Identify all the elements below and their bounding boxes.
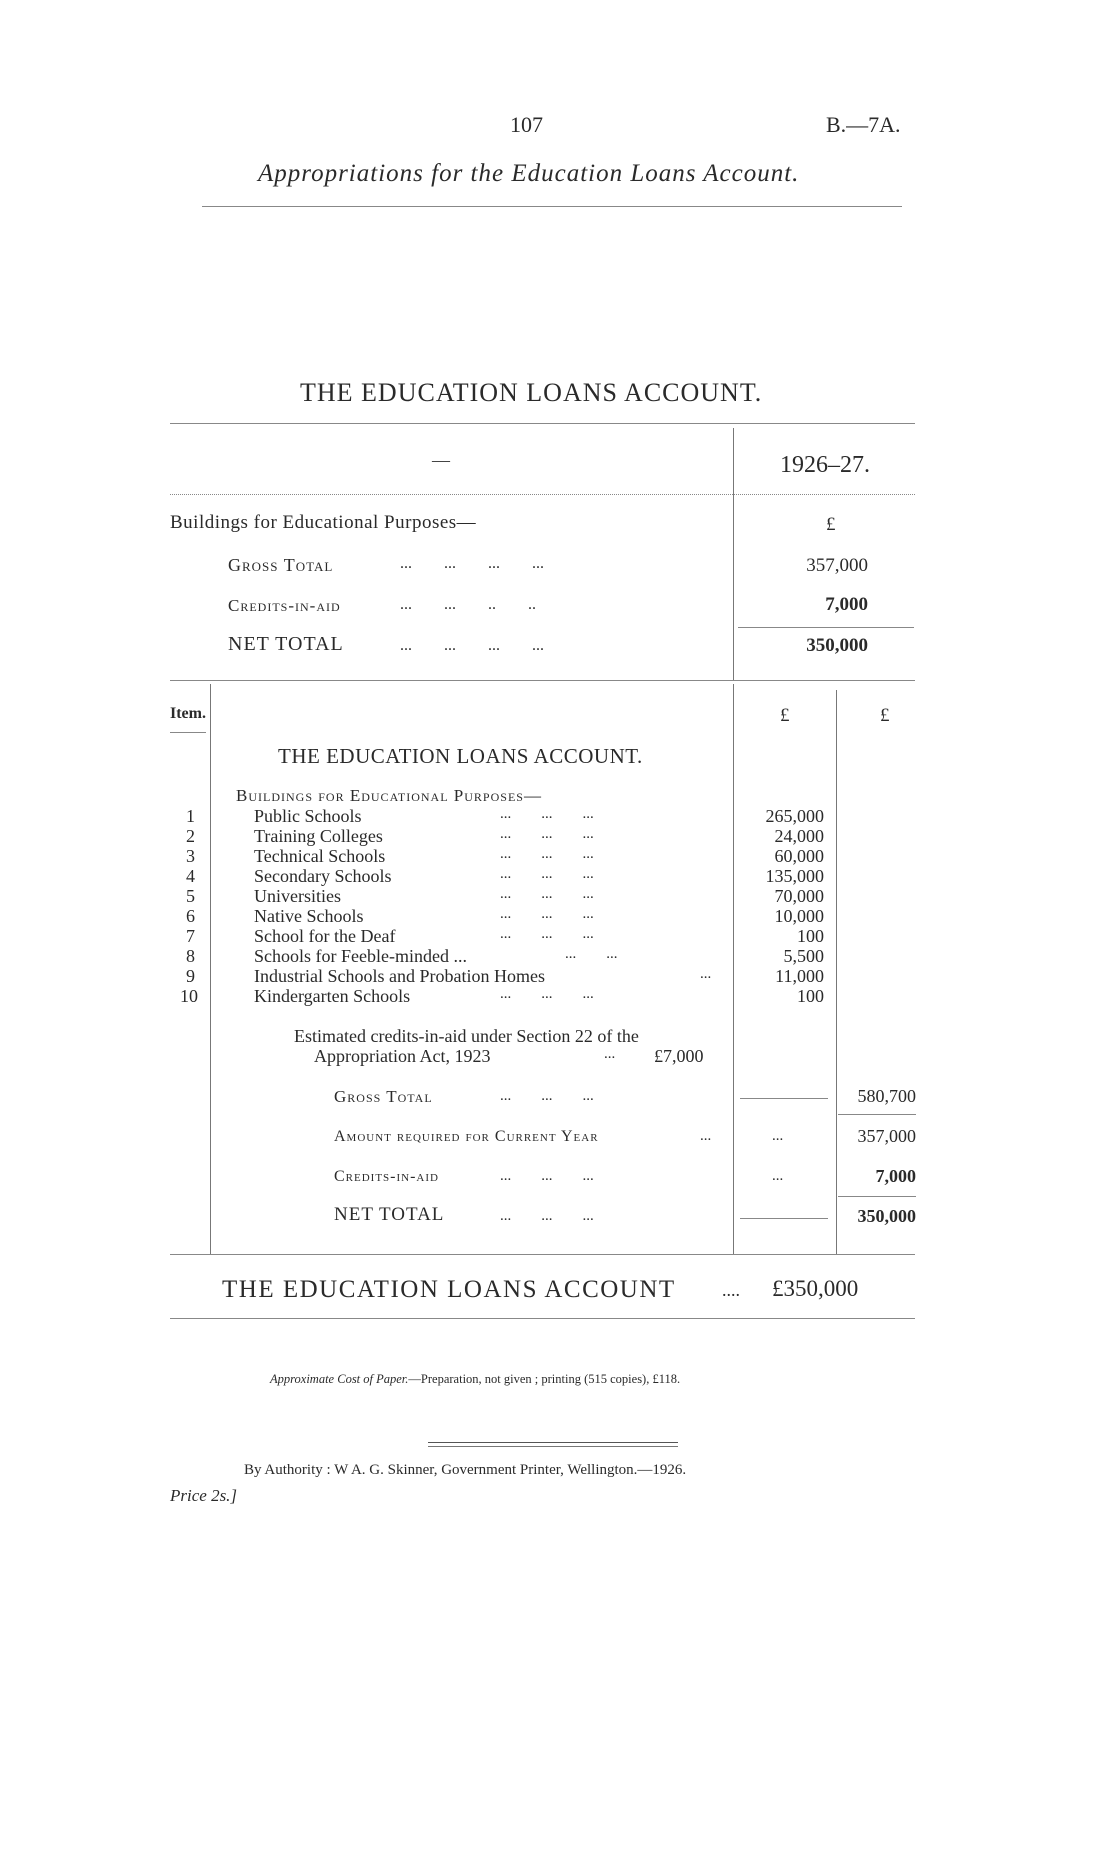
summary-top-rule xyxy=(170,423,915,424)
item-header-rule xyxy=(170,732,206,733)
summary-header-rule xyxy=(170,494,915,495)
summary-row-value: 350,000 xyxy=(806,635,868,656)
credits-note-line2: Appropriation Act, 1923 xyxy=(314,1046,491,1066)
credits-underline xyxy=(838,1196,916,1197)
item-name: School for the Deaf xyxy=(254,926,396,946)
gross-total-underline xyxy=(838,1114,916,1115)
detail-bottom-rule xyxy=(170,1254,915,1255)
detail-section-label: Buildings for Educational Purposes— xyxy=(236,786,542,805)
item-amount: 60,000 xyxy=(774,846,824,866)
item-number: 6 xyxy=(186,906,195,926)
detail-amount-col-divider xyxy=(733,684,734,1254)
item-number: 2 xyxy=(186,826,195,846)
item-dots: ... ... ... xyxy=(500,906,594,922)
total-row-value: 357,000 xyxy=(857,1126,916,1146)
total-row-dash xyxy=(740,1098,828,1099)
detail-total-col-divider xyxy=(836,690,837,1254)
item-name: Native Schools xyxy=(254,906,364,926)
item-dots: ... ... ... xyxy=(500,866,594,882)
item-dots: ... ... ... xyxy=(500,846,594,862)
item-amount: 265,000 xyxy=(765,806,824,826)
item-amount: 135,000 xyxy=(765,866,824,886)
total-row-value: 7,000 xyxy=(875,1166,916,1186)
item-number: 4 xyxy=(186,866,195,886)
item-number: 8 xyxy=(186,946,195,966)
item-name: Training Colleges xyxy=(254,826,383,846)
summary-section-label: Buildings for Educational Purposes— xyxy=(170,512,477,533)
credits-note-line1: Estimated credits-in-aid under Section 22 of the xyxy=(294,1026,639,1046)
item-number: 5 xyxy=(186,886,195,906)
paper-cost-text: —Preparation, not given ; printing (515 copies), £118. xyxy=(408,1372,681,1386)
total-row-dots: ... ... ... xyxy=(500,1208,594,1224)
item-dots: ... ... ... xyxy=(500,926,594,942)
item-name: Technical Schools xyxy=(254,846,386,866)
item-amount: 100 xyxy=(797,926,824,946)
total-row-label: Gross Total xyxy=(334,1087,433,1106)
printer-authority: By Authority : W A. G. Skinner, Government Printer, Wellington.—1926. xyxy=(244,1462,687,1478)
document-reference: B.—7A. xyxy=(826,112,901,137)
header-divider xyxy=(202,206,902,207)
total-row-dash xyxy=(740,1218,828,1219)
total-row-dots: ... ... ... xyxy=(500,1088,594,1104)
item-number: 3 xyxy=(186,846,195,866)
summary-row-dots: ... ... ... ... xyxy=(400,637,544,654)
item-name: Public Schools xyxy=(254,806,362,826)
summary-row-dots: ... ... ... ... xyxy=(400,555,544,572)
summary-bottom-rule xyxy=(170,680,915,681)
item-dots: ... ... ... xyxy=(500,986,594,1002)
summary-year-header: 1926–27. xyxy=(780,452,870,478)
summary-row-value: 7,000 xyxy=(825,594,868,615)
summary-currency: £ xyxy=(826,514,836,535)
total-row-label: Amount required for Current Year xyxy=(334,1128,599,1145)
total-row-label: NET TOTAL xyxy=(334,1204,445,1225)
item-dots: ... ... xyxy=(565,946,618,962)
item-amount: 11,000 xyxy=(775,966,824,986)
item-dots: ... xyxy=(700,966,712,982)
item-amount: 5,500 xyxy=(783,946,824,966)
item-name: Schools for Feeble-minded ... xyxy=(254,946,467,966)
total-row-label: Credits-in-aid xyxy=(334,1168,439,1185)
page-subtitle: Appropriations for the Education Loans Account. xyxy=(258,160,800,187)
total-row-mid: ... xyxy=(772,1168,784,1184)
item-amount: 70,000 xyxy=(774,886,824,906)
summary-title: THE EDUCATION LOANS ACCOUNT. xyxy=(300,378,763,407)
credits-note-amount: £7,000 xyxy=(654,1046,704,1066)
item-number: 9 xyxy=(186,966,195,986)
item-dots: ... ... ... xyxy=(500,886,594,902)
item-name: Universities xyxy=(254,886,341,906)
price: Price 2s.] xyxy=(170,1486,238,1505)
footer-summary-dots: .... xyxy=(722,1280,740,1300)
item-name: Secondary Schools xyxy=(254,866,392,886)
item-name: Kindergarten Schools xyxy=(254,986,411,1006)
total-row-value: 580,700 xyxy=(857,1086,916,1106)
summary-row-value: 357,000 xyxy=(806,555,868,576)
item-amount: 10,000 xyxy=(774,906,824,926)
item-number: 1 xyxy=(186,806,195,826)
summary-row-dots: ... ... .. .. xyxy=(400,596,536,613)
footer-summary-rule xyxy=(170,1318,915,1319)
paper-cost-note xyxy=(270,1372,680,1387)
footer-printer-rule-2 xyxy=(428,1446,678,1447)
item-number: 10 xyxy=(180,986,198,1006)
item-amount: 24,000 xyxy=(774,826,824,846)
amount-currency-header: £ xyxy=(780,705,790,726)
total-row-dots: ... xyxy=(700,1128,712,1144)
credits-note-dots: ... xyxy=(604,1046,616,1062)
summary-row-label: NET TOTAL xyxy=(228,633,344,655)
item-dots: ... ... ... xyxy=(500,806,594,822)
total-currency-header: £ xyxy=(880,705,890,726)
footer-summary-label: THE EDUCATION LOANS ACCOUNT xyxy=(222,1276,676,1303)
item-amount: 100 xyxy=(797,986,824,1006)
item-name: Industrial Schools and Probation Homes xyxy=(254,966,545,986)
item-number: 7 xyxy=(186,926,195,946)
detail-item-col-divider xyxy=(210,684,211,1254)
item-dots: ... ... ... xyxy=(500,826,594,842)
footer-printer-rule xyxy=(428,1442,678,1443)
summary-row-label: Gross Total xyxy=(228,555,334,575)
summary-column-divider xyxy=(733,428,734,680)
total-row-value: 350,000 xyxy=(857,1206,916,1226)
detail-title: THE EDUCATION LOANS ACCOUNT. xyxy=(278,744,643,768)
item-column-header: Item. xyxy=(170,705,206,722)
paper-cost-label: Approximate Cost of Paper. xyxy=(270,1372,409,1386)
page-number: 107 xyxy=(510,112,543,137)
total-row-mid: ... xyxy=(772,1128,784,1144)
summary-row-label: Credits-in-aid xyxy=(228,596,341,615)
footer-summary-amount: £350,000 xyxy=(772,1276,859,1301)
total-row-dots: ... ... ... xyxy=(500,1168,594,1184)
summary-blank-header: — xyxy=(432,450,450,470)
summary-subtotal-rule xyxy=(738,627,914,628)
